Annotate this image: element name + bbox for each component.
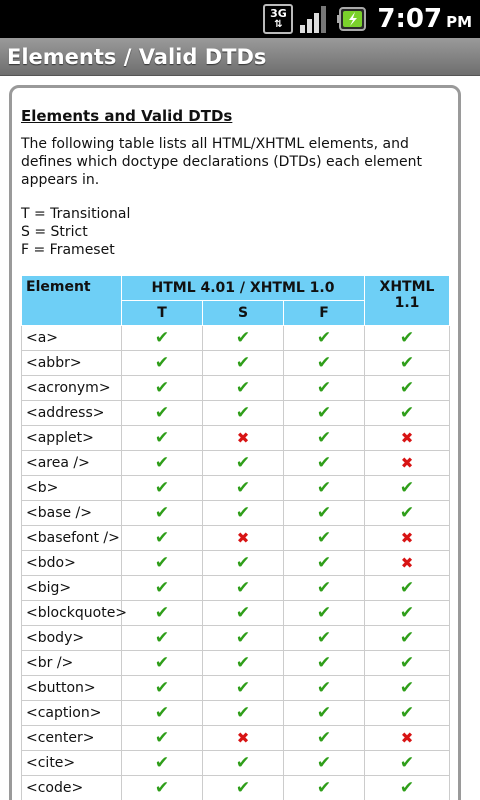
check-icon: ✔ — [316, 503, 332, 523]
dtd-cell-t — [122, 476, 203, 501]
table-row — [22, 676, 450, 701]
network-type-label: 3G — [270, 7, 287, 20]
check-icon: ✔ — [154, 353, 170, 373]
element-name-cell: <acronym> — [22, 376, 122, 401]
table-row — [22, 501, 450, 526]
dtd-cell-s — [203, 676, 284, 701]
dtd-cell-f — [284, 676, 365, 701]
check-icon: ✔ — [399, 778, 415, 798]
dtd-cell-f — [284, 351, 365, 376]
dtd-cell-x — [365, 326, 450, 351]
element-name-cell: <b> — [22, 476, 122, 501]
check-icon: ✔ — [235, 678, 251, 698]
dtd-cell-s — [203, 601, 284, 626]
check-icon: ✔ — [235, 503, 251, 523]
dtd-cell-x — [365, 651, 450, 676]
check-icon: ✔ — [154, 528, 170, 548]
check-icon: ✔ — [235, 328, 251, 348]
check-icon: ✔ — [235, 453, 251, 473]
content-area[interactable] — [0, 76, 480, 800]
legend-frameset: F = Frameset — [21, 242, 115, 258]
dtd-cell-t — [122, 626, 203, 651]
check-icon: ✔ — [316, 378, 332, 398]
check-icon: ✔ — [154, 378, 170, 398]
dtd-cell-x — [365, 451, 450, 476]
table-row — [22, 701, 450, 726]
dtd-cell-t — [122, 551, 203, 576]
article-body — [21, 107, 449, 800]
dtd-cell-t — [122, 426, 203, 451]
element-name-cell: <br /> — [22, 651, 122, 676]
dtd-legend — [21, 205, 449, 259]
table-row — [22, 551, 450, 576]
dtd-cell-x — [365, 776, 450, 800]
check-icon: ✔ — [399, 628, 415, 648]
check-icon: ✔ — [154, 653, 170, 673]
dtd-cell-t — [122, 651, 203, 676]
check-icon: ✔ — [316, 453, 332, 473]
table-row — [22, 451, 450, 476]
check-icon: ✔ — [154, 578, 170, 598]
dtd-cell-s — [203, 701, 284, 726]
table-row — [22, 726, 450, 751]
check-icon: ✔ — [154, 403, 170, 423]
check-icon: ✔ — [316, 528, 332, 548]
check-icon: ✔ — [154, 778, 170, 798]
dtd-cell-s — [203, 501, 284, 526]
dtd-cell-x — [365, 676, 450, 701]
cross-icon: ✖ — [400, 729, 414, 747]
dtd-cell-s — [203, 526, 284, 551]
check-icon: ✔ — [316, 653, 332, 673]
check-icon: ✔ — [235, 703, 251, 723]
dtd-cell-f — [284, 601, 365, 626]
check-icon: ✔ — [154, 628, 170, 648]
dtd-cell-x — [365, 401, 450, 426]
check-icon: ✔ — [235, 778, 251, 798]
status-bar — [0, 0, 480, 38]
check-icon: ✔ — [154, 478, 170, 498]
element-name-cell: <bdo> — [22, 551, 122, 576]
cross-icon: ✖ — [236, 529, 250, 547]
check-icon: ✔ — [399, 653, 415, 673]
column-header-t: T — [122, 301, 203, 326]
dtd-cell-f — [284, 776, 365, 800]
check-icon: ✔ — [235, 578, 251, 598]
dtd-cell-s — [203, 401, 284, 426]
check-icon: ✔ — [235, 403, 251, 423]
dtd-cell-x — [365, 501, 450, 526]
check-icon: ✔ — [316, 403, 332, 423]
table-row — [22, 651, 450, 676]
clock-ampm: PM — [446, 13, 472, 31]
table-row — [22, 401, 450, 426]
table-row — [22, 351, 450, 376]
element-name-cell: <a> — [22, 326, 122, 351]
element-name-cell: <area /> — [22, 451, 122, 476]
check-icon: ✔ — [399, 328, 415, 348]
element-name-cell: <base /> — [22, 501, 122, 526]
check-icon: ✔ — [316, 553, 332, 573]
cross-icon: ✖ — [400, 454, 414, 472]
check-icon: ✔ — [235, 353, 251, 373]
dtd-cell-t — [122, 351, 203, 376]
check-icon: ✔ — [316, 703, 332, 723]
dtd-cell-x — [365, 601, 450, 626]
check-icon: ✔ — [154, 703, 170, 723]
article-heading: Elements and Valid DTDs — [21, 107, 233, 125]
dtd-cell-t — [122, 676, 203, 701]
cross-icon: ✖ — [236, 729, 250, 747]
check-icon: ✔ — [154, 453, 170, 473]
check-icon: ✔ — [316, 478, 332, 498]
dtd-cell-x — [365, 626, 450, 651]
dtd-cell-f — [284, 326, 365, 351]
cross-icon: ✖ — [400, 554, 414, 572]
check-icon: ✔ — [399, 478, 415, 498]
element-name-cell: <basefont /> — [22, 526, 122, 551]
element-name-cell: <caption> — [22, 701, 122, 726]
check-icon: ✔ — [399, 378, 415, 398]
check-icon: ✔ — [154, 428, 170, 448]
dtd-cell-t — [122, 526, 203, 551]
element-name-cell: <code> — [22, 776, 122, 800]
check-icon: ✔ — [235, 753, 251, 773]
element-name-cell: <big> — [22, 576, 122, 601]
elements-dtd-table — [21, 275, 450, 800]
dtd-cell-t — [122, 726, 203, 751]
dtd-cell-x — [365, 526, 450, 551]
legend-transitional: T = Transitional — [21, 206, 131, 222]
dtd-cell-f — [284, 576, 365, 601]
check-icon: ✔ — [316, 753, 332, 773]
column-header-f: F — [284, 301, 365, 326]
app-title: Elements / Valid DTDs — [7, 44, 267, 69]
table-row — [22, 626, 450, 651]
table-row — [22, 776, 450, 800]
dtd-cell-s — [203, 426, 284, 451]
network-3g-icon: 3G ⇅ — [263, 4, 293, 34]
dtd-cell-s — [203, 776, 284, 800]
check-icon: ✔ — [154, 503, 170, 523]
check-icon: ✔ — [316, 728, 332, 748]
check-icon: ✔ — [235, 553, 251, 573]
column-header-element: Element — [22, 276, 122, 326]
check-icon: ✔ — [235, 653, 251, 673]
check-icon: ✔ — [399, 753, 415, 773]
dtd-cell-f — [284, 476, 365, 501]
dtd-cell-x — [365, 426, 450, 451]
table-row — [22, 576, 450, 601]
element-name-cell: <button> — [22, 676, 122, 701]
table-row — [22, 426, 450, 451]
dtd-cell-t — [122, 776, 203, 800]
check-icon: ✔ — [316, 678, 332, 698]
column-header-xhtml11: XHTML 1.1 — [365, 276, 450, 326]
check-icon: ✔ — [235, 603, 251, 623]
element-name-cell: <abbr> — [22, 351, 122, 376]
table-row — [22, 326, 450, 351]
column-header-html401: HTML 4.01 / XHTML 1.0 — [122, 276, 365, 301]
article-intro: The following table lists all HTML/XHTML elements, and defines which doctype declarations (DTDs) each element appears in. — [21, 136, 422, 188]
dtd-cell-x — [365, 751, 450, 776]
dtd-cell-x — [365, 351, 450, 376]
dtd-cell-s — [203, 451, 284, 476]
check-icon: ✔ — [399, 578, 415, 598]
dtd-cell-t — [122, 451, 203, 476]
check-icon: ✔ — [399, 678, 415, 698]
dtd-cell-f — [284, 551, 365, 576]
dtd-cell-f — [284, 376, 365, 401]
dtd-cell-t — [122, 326, 203, 351]
check-icon: ✔ — [154, 753, 170, 773]
dtd-cell-f — [284, 451, 365, 476]
check-icon: ✔ — [399, 403, 415, 423]
dtd-cell-t — [122, 751, 203, 776]
legend-strict: S = Strict — [21, 224, 88, 240]
dtd-cell-x — [365, 701, 450, 726]
element-name-cell: <address> — [22, 401, 122, 426]
element-name-cell: <blockquote> — [22, 601, 122, 626]
column-header-s: S — [203, 301, 284, 326]
table-row — [22, 526, 450, 551]
dtd-cell-s — [203, 551, 284, 576]
dtd-cell-s — [203, 326, 284, 351]
check-icon: ✔ — [316, 328, 332, 348]
check-icon: ✔ — [235, 378, 251, 398]
check-icon: ✔ — [154, 603, 170, 623]
check-icon: ✔ — [154, 553, 170, 573]
table-body — [22, 326, 450, 800]
content-panel — [9, 85, 461, 800]
dtd-cell-t — [122, 601, 203, 626]
dtd-cell-s — [203, 751, 284, 776]
dtd-cell-f — [284, 501, 365, 526]
cross-icon: ✖ — [400, 529, 414, 547]
check-icon: ✔ — [399, 503, 415, 523]
check-icon: ✔ — [399, 703, 415, 723]
check-icon: ✔ — [235, 628, 251, 648]
dtd-cell-x — [365, 551, 450, 576]
dtd-cell-f — [284, 651, 365, 676]
signal-strength-icon — [299, 4, 331, 34]
dtd-cell-x — [365, 726, 450, 751]
element-name-cell: <cite> — [22, 751, 122, 776]
clock-time: 7:07 — [377, 4, 443, 34]
check-icon: ✔ — [154, 728, 170, 748]
cross-icon: ✖ — [400, 429, 414, 447]
table-row — [22, 751, 450, 776]
dtd-cell-f — [284, 401, 365, 426]
dtd-cell-t — [122, 376, 203, 401]
dtd-cell-f — [284, 526, 365, 551]
check-icon: ✔ — [399, 353, 415, 373]
dtd-cell-s — [203, 351, 284, 376]
dtd-cell-x — [365, 476, 450, 501]
check-icon: ✔ — [316, 578, 332, 598]
dtd-cell-s — [203, 726, 284, 751]
dtd-cell-f — [284, 626, 365, 651]
battery-charging-icon — [337, 6, 367, 32]
dtd-cell-t — [122, 576, 203, 601]
dtd-cell-s — [203, 651, 284, 676]
dtd-cell-s — [203, 476, 284, 501]
dtd-cell-x — [365, 376, 450, 401]
dtd-cell-t — [122, 401, 203, 426]
check-icon: ✔ — [235, 478, 251, 498]
check-icon: ✔ — [316, 603, 332, 623]
dtd-cell-s — [203, 626, 284, 651]
check-icon: ✔ — [316, 628, 332, 648]
dtd-cell-x — [365, 576, 450, 601]
dtd-cell-t — [122, 701, 203, 726]
app-title-bar — [0, 38, 480, 76]
check-icon: ✔ — [316, 778, 332, 798]
dtd-cell-f — [284, 426, 365, 451]
table-row — [22, 376, 450, 401]
dtd-cell-f — [284, 726, 365, 751]
check-icon: ✔ — [399, 603, 415, 623]
element-name-cell: <applet> — [22, 426, 122, 451]
element-name-cell: <center> — [22, 726, 122, 751]
dtd-cell-f — [284, 751, 365, 776]
dtd-cell-t — [122, 501, 203, 526]
dtd-cell-s — [203, 376, 284, 401]
table-row — [22, 601, 450, 626]
dtd-cell-f — [284, 701, 365, 726]
check-icon: ✔ — [154, 328, 170, 348]
status-clock — [377, 4, 472, 34]
check-icon: ✔ — [154, 678, 170, 698]
check-icon: ✔ — [316, 428, 332, 448]
dtd-cell-s — [203, 576, 284, 601]
table-row — [22, 476, 450, 501]
element-name-cell: <body> — [22, 626, 122, 651]
cross-icon: ✖ — [236, 429, 250, 447]
check-icon: ✔ — [316, 353, 332, 373]
